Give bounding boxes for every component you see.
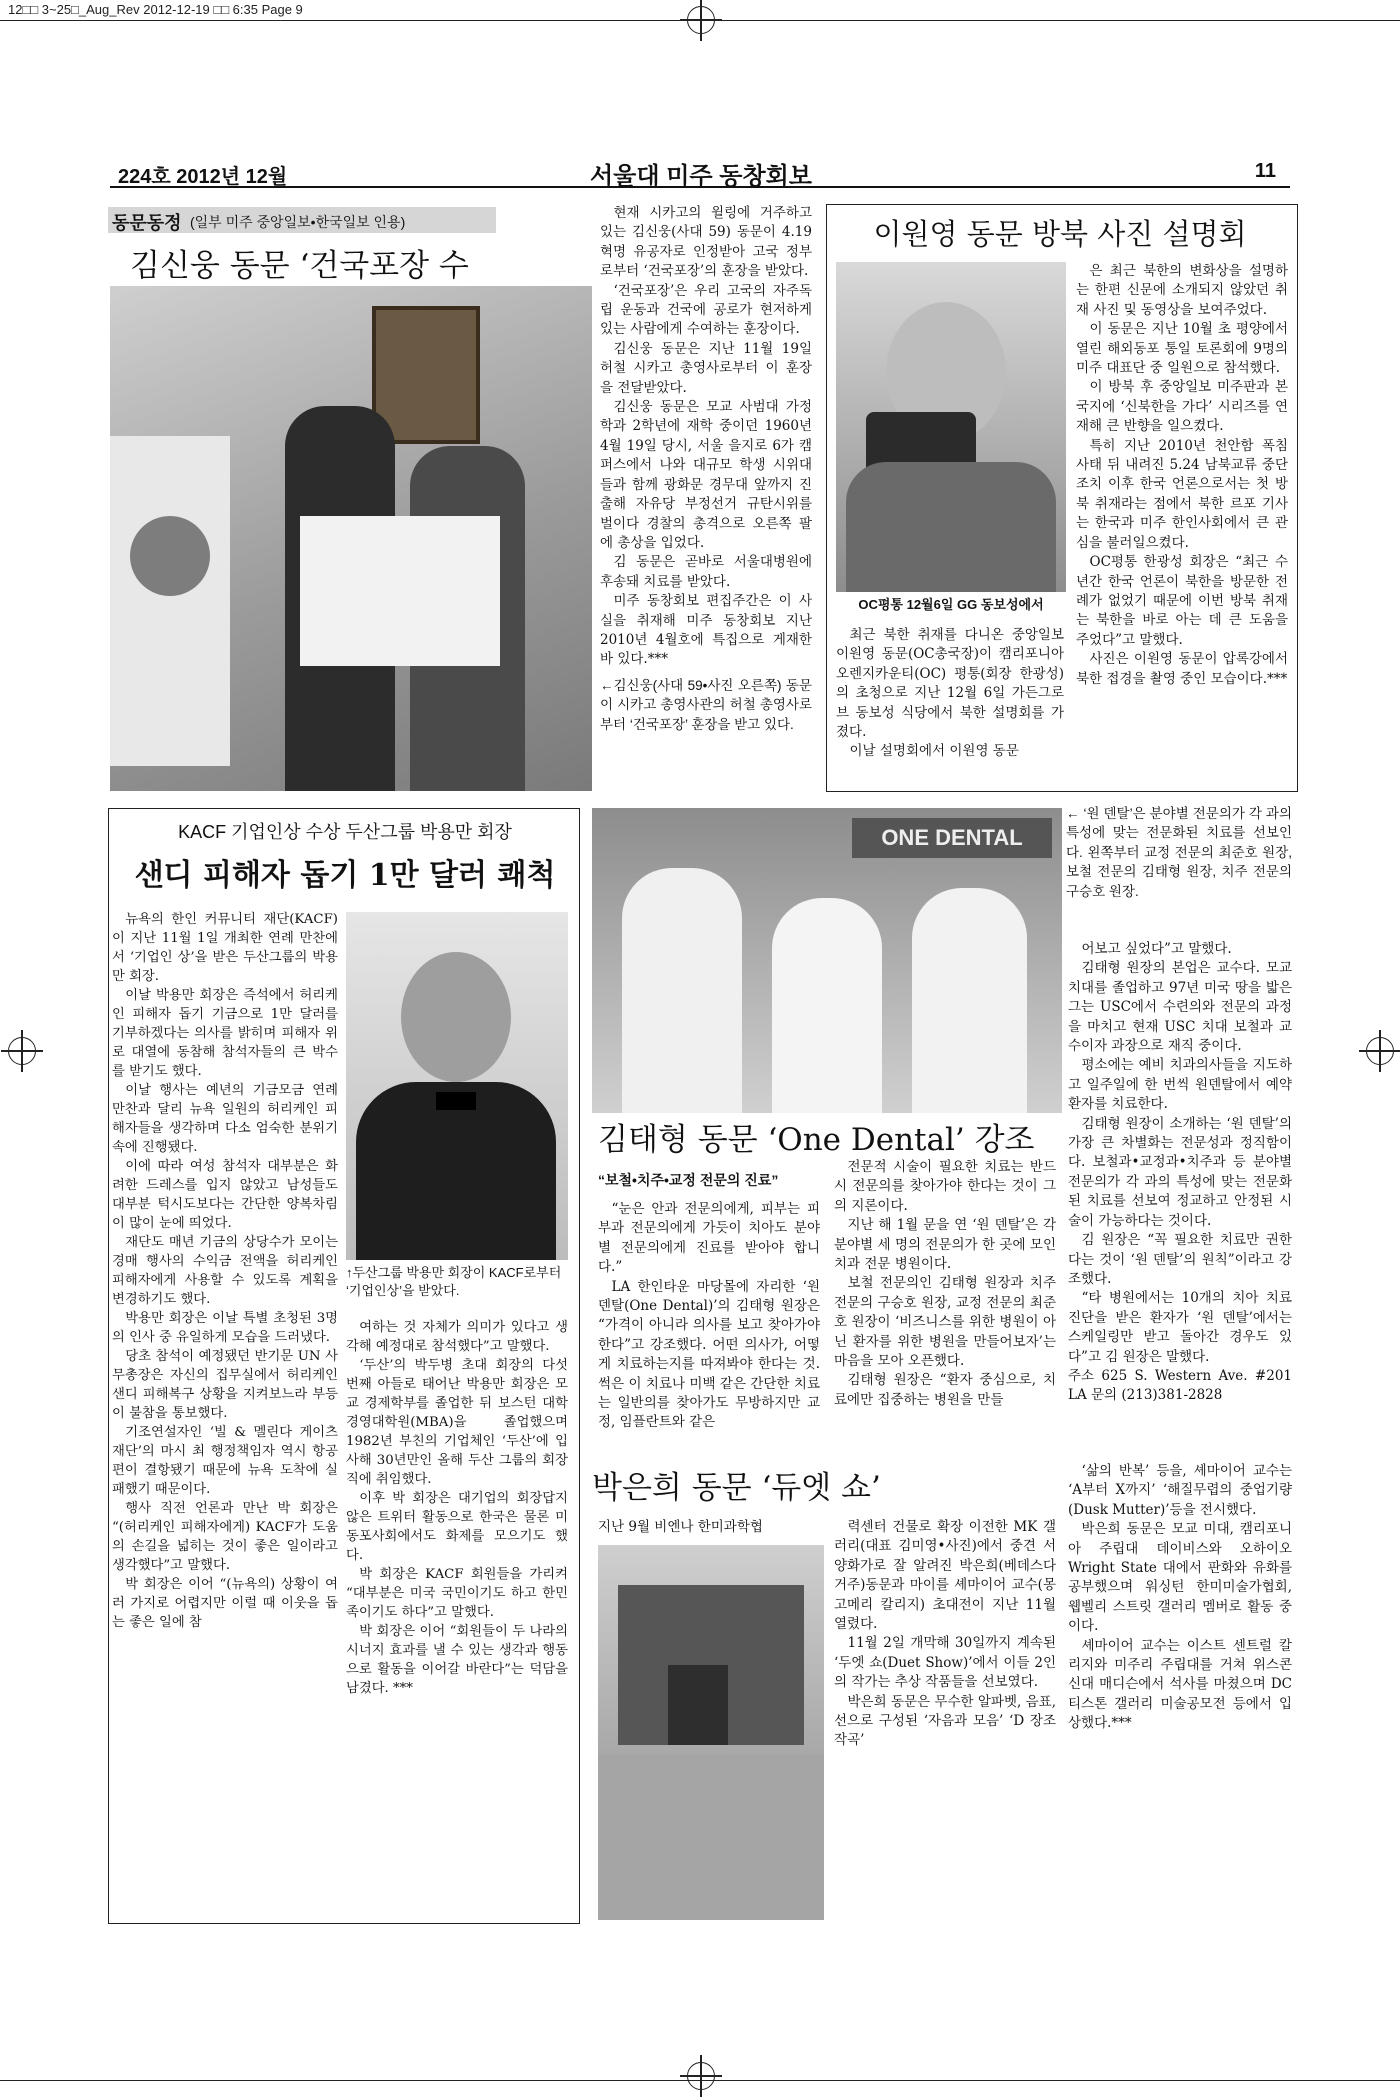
paragraph: 평소에는 예비 치과의사들을 지도하고 일주일에 한 번씩 원덴탈에서 예약 환자를 치료한다. bbox=[1068, 1057, 1292, 1113]
clinic-sign: ONE DENTAL bbox=[852, 818, 1052, 858]
paragraph: 은 최근 북한의 변화상을 설명하는 한편 신문에 소개되지 않았던 취재 사진 및 동영상을 보여주었다. bbox=[1076, 263, 1288, 318]
art3-photo-caption: ↑두산그룹 박용만 회장이 KACF로부터 ‘기업인상’을 받았다. bbox=[346, 1265, 562, 1298]
certificate bbox=[300, 516, 500, 666]
art2-body-right bbox=[1076, 262, 1288, 689]
doctor-right bbox=[912, 888, 1027, 1113]
paragraph: 박 회장은 KACF 회원들을 가리켜 “대부분은 미국 국민이기도 하고 한민족이기도 하다”고 말했다. bbox=[346, 1567, 568, 1620]
paragraph: 미주 동창회보 편집주간은 이 사실을 취재해 미주 동창회보 지난 2010년 4월호에 특집으로 게재한 바 있다.*** bbox=[600, 593, 812, 668]
paragraph: 셰마이어 교수는 이스트 센트럴 칼리지와 미주리 주립대를 거쳐 위스콘신대 매디슨에서 석사를 마쳤으며 DC 티스톤 갤러리 미술공모전 등에서 입상했다.*** bbox=[1068, 1637, 1292, 1732]
walkway bbox=[598, 1755, 824, 1920]
art2-headline: 이원영 동문 방북 사진 설명회 bbox=[873, 217, 1247, 251]
paragraph: 김 원장은 “꼭 필요한 치료만 권한다는 것이 ‘원 덴탈’의 원칙”이라고 강조했다. bbox=[1068, 1232, 1292, 1287]
paragraph: 뉴욕의 한인 커뮤니티 재단(KACF)이 지난 11월 1일 개최한 연례 만찬에서 ‘기업인 상’을 받은 두산그룹의 박용만 회장. bbox=[112, 912, 338, 984]
paragraph: 이날 박용만 회장은 즉석에서 허리케인 피해자 돕기 기금으로 1만 달러를 기부하겠다는 의사를 밝히며 피해자 위로 대열에 동참해 참석자들의 큰 박수를 받기도 했다. bbox=[112, 988, 338, 1079]
bow-tie bbox=[436, 1092, 476, 1110]
paragraph: 사진은 이원영 동문이 압록강에서 북한 접경을 촬영 중인 모습이다.*** bbox=[1076, 651, 1288, 687]
paragraph: 력센터 건물로 확장 이전한 MK 갤러리(대표 김미영•사진)에서 중견 서양화가로 잘 알려진 박은희(베데스다 거주)동문과 마이를 셰마이어 교수(몽고메리 칼리지) 초대전이 지난 11월 열렸다. bbox=[834, 1519, 1056, 1633]
doctor-middle bbox=[772, 898, 882, 1113]
doctor-left bbox=[622, 868, 742, 1113]
section-label: 동문동정 bbox=[112, 213, 182, 233]
paragraph: 이날 행사는 예년의 기금모금 연례 만찬과 달리 뉴욕 일원의 허리케인 피해자들을 생각하며 다소 엄숙한 분위기 속에 진행됐다. bbox=[112, 1083, 338, 1155]
art3-col1 bbox=[112, 910, 338, 1632]
paragraph: LA 한인타운 마당몰에 자리한 ‘원 덴탈(One Dental)’의 김태형 원장은 “가격이 아니라 의사를 보고 찾아가야 한다”고 강조했다. 어떤 의사가, 어떻게 치료하는지를 따져봐야 한다는 것. 썩은 이 치료나 미백 같은 간단한 치료는 일반의를 찾아가도 무방하지만 교정, 임플란트와 같은 bbox=[598, 1278, 820, 1431]
paragraph: 박은희 동문은 모교 미대, 캠리포니아 주립대 데이비스와 오하이오 Wright State 대에서 판화와 유화를 공부했으며 워싱턴 한미미술가협회, 웹벨리 스트릿 갤러리 멤버로 활동 중이다. bbox=[1068, 1521, 1292, 1635]
man-head bbox=[401, 952, 511, 1082]
paragraph: 이 방북 후 중앙일보 미주판과 본국지에 ‘신북한을 가다’ 시리즈를 연재해 큰 반향을 일으켰다. bbox=[1076, 379, 1288, 435]
paragraph: 재단도 매년 기금의 상당수가 모이는 경매 행사의 수익금 전액을 허리케인 피해자에게 사용할 수 있도록 계획을 변경하기도 했다. bbox=[112, 1235, 338, 1307]
art3-photo bbox=[346, 912, 568, 1260]
paragraph: 행사 직전 언론과 만난 박 회장은 “(허리케인 피해자에게) KACF가 도움의 손길을 넓히는 것이 좋은 일이라고 생각했다”고 말했다. bbox=[112, 1501, 338, 1573]
paragraph: 현재 시카고의 윌링에 거주하고 있는 김신웅(사대 59) 동문이 4.19혁명 유공자로 인정받아 고국 정부로부터 ‘건국포장’의 훈장을 받았다. bbox=[600, 205, 812, 280]
registration-mark-left bbox=[8, 1037, 36, 1065]
paragraph: OC평통 한광성 회장은 “최근 수년간 한국 언론이 북한을 방문한 전례가 없었기 때문에 이번 방북 취재는 북한을 바로 아는 데 큰 도움을 주었다”고 말했다. bbox=[1076, 554, 1288, 648]
paragraph: 어보고 싶었다”고 말했다. bbox=[1081, 941, 1232, 957]
paragraph: 이날 설명회에서 이원영 동문 bbox=[849, 743, 1019, 760]
paragraph: 박은희 동문은 무수한 알파벳, 음표, 선으로 구성된 ‘자음과 모음’ ‘D 장조 작곡’ bbox=[834, 1693, 1056, 1749]
art3-col2 bbox=[346, 1318, 568, 1698]
registration-mark-bottom bbox=[687, 2062, 715, 2090]
paragraph: 최근 북한 취재를 다니온 중앙일보 이원영 동문(OC총국장)이 캠리포니아 오렌지카운티(OC) 평통(회장 한광성)의 초청으로 지난 12월 6일 가든그로브 동보성 식당에서 북한 설명회를 가졌다. bbox=[836, 627, 1064, 741]
paragraph: 기조연설자인 ‘빌 & 멜린다 게이츠 재단’의 마시 최 행정책임자 역시 항공편이 결항됐기 때문에 뉴욕 도착에 실패했기 때문이다. bbox=[112, 1425, 338, 1497]
art5-photo bbox=[598, 1545, 824, 1920]
paragraph: 여하는 것 자체가 의미가 있다고 생각해 예정대로 참석했다”고 말했다. bbox=[346, 1320, 568, 1354]
flag-emblem bbox=[130, 516, 210, 596]
section-label-bar bbox=[108, 207, 496, 233]
paragraph: ‘두산’의 박두병 초대 회장의 다섯 번째 아들로 태어난 박용만 회장은 모교 경제학부를 졸업한 뒤 보스턴 대학 경영대학원(MBA)을 졸업했으며 1982년 부친의 기업체인 ‘두산’에 입사해 30년만인 올해 두산 그룹의 회장직에 취임했다. bbox=[346, 1358, 568, 1487]
art2-photo-caption: OC평통 12월6일 GG 동보성에서 bbox=[858, 597, 1044, 612]
registration-mark-right bbox=[1366, 1037, 1394, 1065]
art1-body bbox=[600, 204, 812, 734]
paragraph: 김신웅 동문은 지난 11월 19일 허철 시카고 총영사로부터 이 훈장을 전달받았다. bbox=[600, 340, 812, 396]
paragraph: 이에 따라 여성 참석자 대부분은 화려한 드레스를 입지 않았고 남성들도 대부분 턱시도보다는 간단한 양복차림이 많이 눈에 띄었다. bbox=[112, 1159, 338, 1231]
art2-body-left bbox=[836, 626, 1064, 762]
paragraph: 박 회장은 이어 “(뉴욕의) 상황이 여러 가지로 어렵지만 이럴 때 이웃을 돕는 좋은 일에 참 bbox=[112, 1577, 338, 1630]
issue-date: 224호 2012년 12월 bbox=[118, 166, 288, 188]
man-body bbox=[846, 462, 1056, 592]
paragraph: ‘삶의 반복’ 등을, 셰마이어 교수는 ‘A부터 X까지’ ‘해질무렵의 중업기량(Dusk Mutter)’등을 전시했다. bbox=[1068, 1463, 1292, 1518]
art4-headline: 김태형 동문 ‘One Dental’ 강조 bbox=[598, 1122, 1035, 1158]
paragraph: “타 병원에서는 10개의 치아 치료 진단을 받은 환자가 ‘원 덴탈’에서는 스케일링만 받고 돌아간 경우도 있다”고 김 원장은 말했다. bbox=[1068, 1290, 1292, 1365]
art1-caption: ←김신웅(사대 59•사진 오른쪽) 동문이 시카고 총영사관의 허철 총영사로부터 ‘건국포장’ 훈장을 받고 있다. bbox=[600, 677, 812, 732]
paragraph: 김태형 원장의 본업은 교수다. 모교 치대를 졸업하고 97년 미국 땅을 밟은 그는 USC에서 수련의와 전문의 과정을 마치고 현재 USC 치대 보철과 교수이자 과장으로 재직 중이다. bbox=[1068, 960, 1292, 1055]
paragraph: “눈은 안과 전문의에게, 피부는 피부과 전문의에게 가듯이 치아도 분야별 전문의에게 진료를 받아야 합니다.” bbox=[598, 1201, 820, 1276]
paragraph: 11월 2일 개막해 30일까지 계속된 ‘두엣 쇼(Duet Show)’에서 이들 2인의 작가는 추상 작품들을 선보였다. bbox=[834, 1635, 1056, 1691]
art1-photo bbox=[110, 286, 592, 791]
art5-col2 bbox=[1068, 1462, 1292, 1734]
paragraph: 이 동문은 지난 10월 초 평양에서 열린 해외동포 통일 토론회에 9명의 미주 대표단 중 일원으로 참석했다. bbox=[1076, 321, 1288, 377]
art5-col1 bbox=[834, 1518, 1056, 1751]
paragraph: 이후 박 회장은 대기업의 회장답지 않은 트위터 활동으로 한국은 물론 미 동포사회에서도 화제를 모으기도 했다. bbox=[346, 1491, 568, 1563]
print-slug: 12□□ 3~25□_Aug_Rev 2012-12-19 □□ 6:35 Page 9 bbox=[8, 2, 303, 17]
paragraph: 당초 참석이 예정됐던 반기문 UN 사무총장은 자신의 집무실에서 허리케인 샌디 피해복구 상황을 지켜보느라 부등이 불참을 통보했다. bbox=[112, 1349, 338, 1421]
paragraph: ‘건국포장’은 우리 고국의 자주독립 운동과 건국에 공로가 현저하게 있는 사람에게 수여하는 훈장이다. bbox=[600, 282, 812, 338]
paragraph: 김신웅 동문은 모교 사범대 가정학과 2학년에 재학 중이던 1960년 4월 19일 당시, 서울 을지로 6가 캠퍼스에서 나와 대규모 학생 시위대들과 함께 광화문 경무대 앞까지 진출해 자유당 부정선거 규탄시위를 벌이다 경찰의 총격으로 오른쪽 팔에 총상을 입었다. bbox=[600, 399, 812, 551]
paragraph: 보철 전문의인 김태형 원장과 치주 전문의 구승호 원장, 교정 전문의 최준호 원장이 ‘비즈니스를 위한 병원이 아닌 환자를 위한 병원을 만들어보자’는 마음을 모아 오픈했다. bbox=[834, 1275, 1056, 1370]
paragraph: 지난 해 1월 문을 연 ‘원 덴탈’은 각 분야별 세 명의 전문의가 한 곳에 모인 치과 전문 병원이다. bbox=[834, 1217, 1056, 1273]
art3-kicker: KACF 기업인상 수상 두산그룹 박용만 회장 bbox=[178, 822, 512, 842]
flag bbox=[110, 436, 230, 766]
paragraph: 김태형 원장은 “환자 중심으로, 치료에만 집중하는 병원을 만들 bbox=[834, 1372, 1056, 1408]
paragraph: 전문적 시술이 필요한 치료는 반드시 전문의를 찾아가야 한다는 것이 그의 지론이다. bbox=[834, 1159, 1056, 1214]
art4-photo bbox=[592, 808, 1062, 1113]
gallery-door bbox=[668, 1665, 728, 1745]
art5-lead: 지난 9월 비엔나 한미과학협 bbox=[598, 1519, 763, 1535]
art2-photo bbox=[836, 262, 1066, 592]
paragraph: 특히 지난 2010년 천안함 폭침 사태 뒤 내려진 5.24 남북교류 중단 조치 이후 한국 언론으로서는 첫 방북 취재라는 점에서 북한 르포 기사는 한국과 미주 한인사회에서 큰 관심을 불러일으켰다. bbox=[1076, 437, 1288, 551]
page-header bbox=[110, 160, 1290, 188]
art3-headline: 샌디 피해자 돕기 1만 달러 쾌척 bbox=[134, 858, 556, 893]
art4-subhead: “보철•치주•교정 전문의 진료” bbox=[598, 1172, 779, 1188]
paragraph: 박용만 회장은 이날 특별 초청된 3명의 인사 중 유일하게 모습을 드러냈다. bbox=[112, 1311, 338, 1345]
art4-photo-caption: ← ‘원 덴탈’은 분야별 전문의가 각 과의 특성에 맞는 전문화된 치료를 선보인다. 왼쪽부터 교정 전문의 최준호 원장, 보철 전문의 김태형 원장, 치주 전문의 구승호 원장. bbox=[1066, 806, 1292, 899]
art1-headline: 김신웅 동문 ‘건국포장 수 bbox=[130, 248, 469, 284]
paragraph: 박 회장은 이어 “회원들이 두 나라의 시너지 효과를 낼 수 있는 생각과 행동으로 활동을 이어갈 바란다”는 덕담을 남겼다. *** bbox=[346, 1624, 568, 1696]
art4-col3 bbox=[1068, 940, 1292, 1406]
page-number: 11 bbox=[1254, 160, 1276, 182]
publication-title: 서울대 미주 동창회보 bbox=[590, 163, 812, 190]
art4-col2 bbox=[834, 1158, 1056, 1410]
paragraph: 김 동문은 곧바로 서울대병원에 후송돼 치료를 받았다. bbox=[600, 554, 812, 590]
address: 주소 625 S. Western Ave. #201 LA 문의 (213)381-2828 bbox=[1068, 1367, 1292, 1404]
paragraph: 김태형 원장이 소개하는 ‘원 덴탈’의 가장 큰 차별화는 전문성과 정직함이다. 보철과•교정과•치주과 등 분야별 전문의가 각 과의 특성에 맞는 전문화된 치료를 선보여 정교하고 안정된 시술이 가능하다는 것이다. bbox=[1068, 1115, 1292, 1229]
section-note: (일부 미주 중앙일보•한국일보 인용) bbox=[190, 214, 406, 230]
art4-col1 bbox=[598, 1200, 820, 1433]
art5-headline: 박은희 동문 ‘듀엣 쇼’ bbox=[592, 1470, 881, 1506]
registration-mark-top bbox=[687, 6, 715, 34]
